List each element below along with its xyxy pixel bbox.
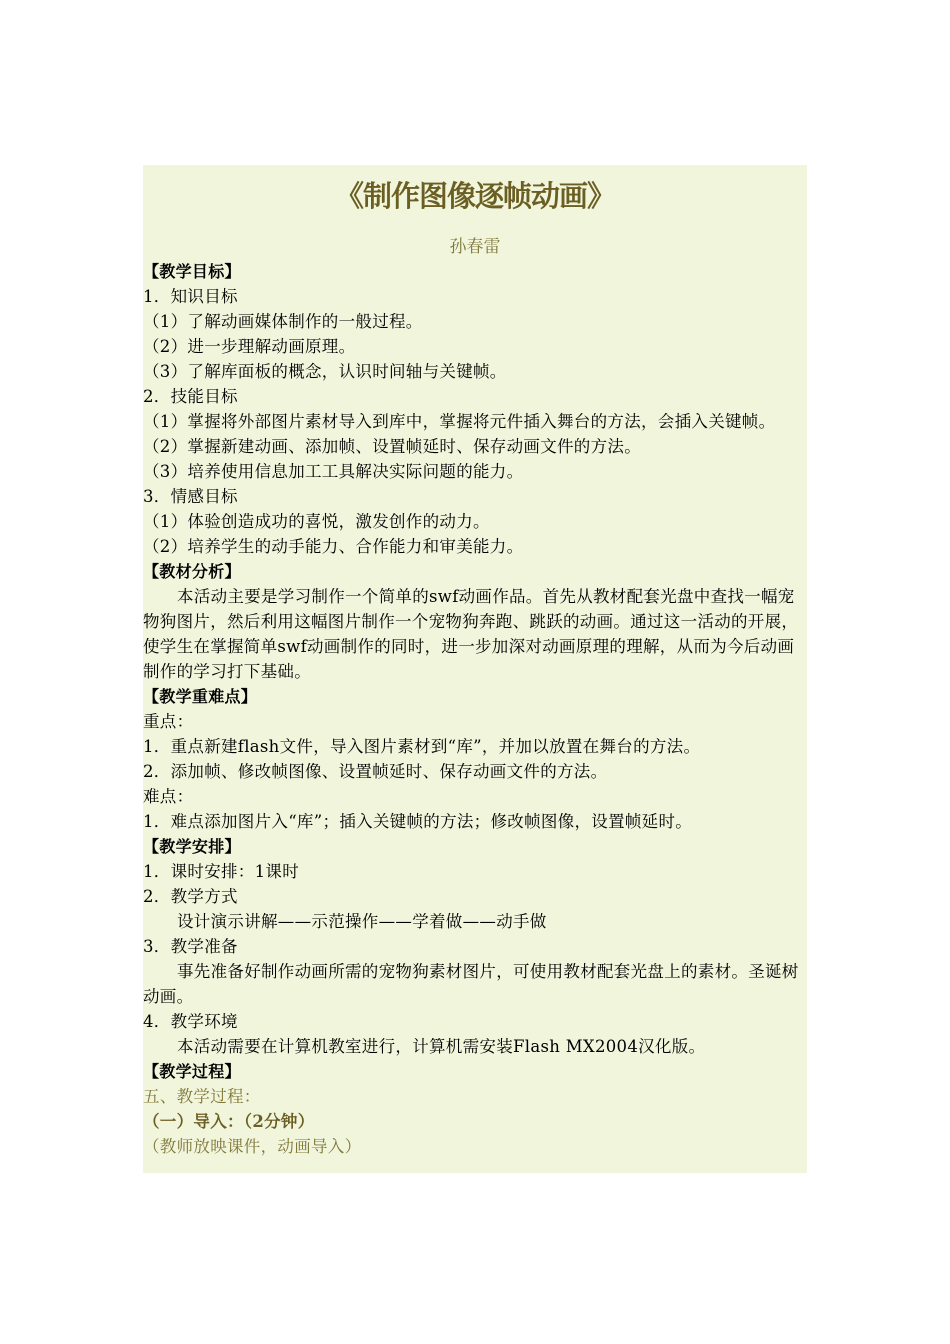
goal-line: 3．情感目标 [143,487,238,506]
arrangement-env-label: 4．教学环境 [143,1012,238,1031]
keypoint-line: 难点： [143,787,194,806]
goal-line: （1）掌握将外部图片素材导入到库中，掌握将元件插入舞台的方法，会插入关键帧。 [143,412,776,431]
section-heading-analysis: 【教材分析】 [143,562,241,581]
arrangement-env: 本活动需要在计算机教室进行，计算机需安装Flash MX2004汉化版。 [177,1037,706,1056]
process-note: （教师放映课件，动画导入） [143,1137,362,1156]
section-heading-keypoints: 【教学重难点】 [143,687,258,706]
goal-line: （2）培养学生的动手能力、合作能力和审美能力。 [143,537,524,556]
goal-line: （3）培养使用信息加工工具解决实际问题的能力。 [143,462,524,481]
section-heading-process: 【教学过程】 [143,1062,241,1081]
goal-line: （2）掌握新建动画、添加帧、设置帧延时、保存动画文件的方法。 [143,437,641,456]
keypoint-line: 1．重点新建flash文件，导入图片素材到“库”，并加以放置在舞台的方法。 [143,737,701,756]
goal-line: （3）了解库面板的概念，认识时间轴与关键帧。 [143,362,507,381]
goal-line: （1）体验创造成功的喜悦，激发创作的动力。 [143,512,490,531]
goal-line: 1．知识目标 [143,287,238,306]
document [143,165,807,1159]
document-title: 《制作图像逐帧动画》 [334,179,615,213]
arrangement-prep-label: 3．教学准备 [143,937,238,956]
process-intro-heading: （一）导入：（2分钟） [143,1112,315,1131]
keypoint-line: 1．难点添加图片入“库”；插入关键帧的方法；修改帧图像，设置帧延时。 [143,812,693,831]
goal-line: （2）进一步理解动画原理。 [143,337,356,356]
section-heading-arrangement: 【教学安排】 [143,837,241,856]
process-line: 五、教学过程： [143,1087,261,1106]
keypoint-line: 2．添加帧、修改帧图像、设置帧延时、保存动画文件的方法。 [143,762,608,781]
keypoint-line: 重点： [143,712,194,731]
goal-line: （1）了解动画媒体制作的一般过程。 [143,312,423,331]
goal-line: 2．技能目标 [143,387,238,406]
analysis-paragraph: 本活动主要是学习制作一个简单的swf动画作品。首先从教材配套光盘中查找一幅宠物狗图片，然后利用这幅图片制作一个宠物狗奔跑、跳跃的动画。通过这一活动的开展，使学生在掌握简单swf动画制作的同时，进一步加深对动画原理的理解，从而为今后动画制作的学习打下基础。 [143,587,799,681]
arrangement-hours: 1．课时安排：1课时 [143,862,299,881]
author: 孙春雷 [449,237,501,257]
arrangement-prep: 事先准备好制作动画所需的宠物狗素材图片，可使用教材配套光盘上的素材。圣诞树动画。 [143,962,799,1006]
section-heading-goals: 【教学目标】 [143,262,241,281]
arrangement-method: 设计演示讲解——示范操作——学着做——动手做 [177,912,547,931]
arrangement-method-label: 2．教学方式 [143,887,238,906]
